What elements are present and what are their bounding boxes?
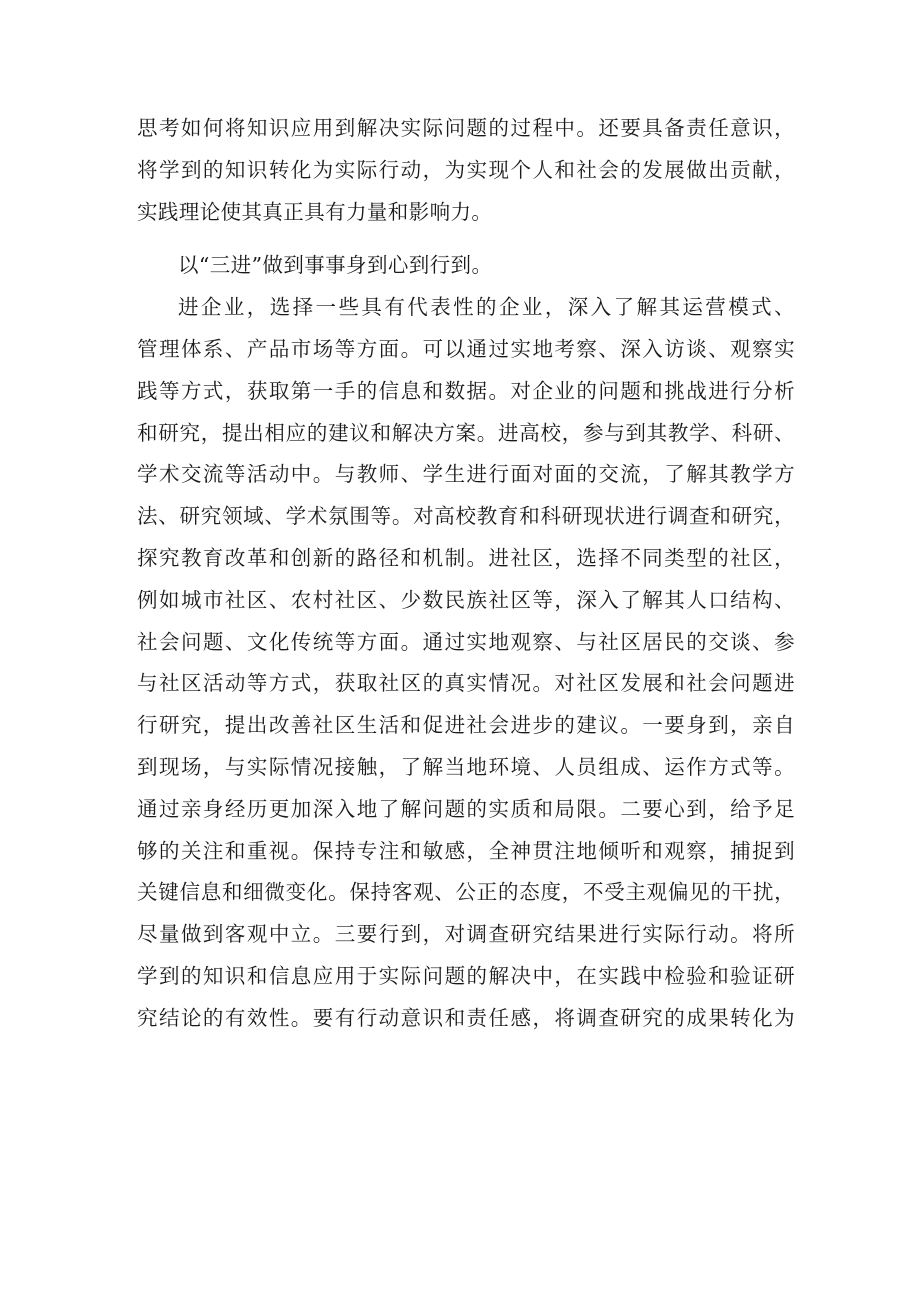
text-line: 实践理论使其真正具有力量和影响力。 xyxy=(137,199,493,224)
document-body xyxy=(137,108,795,1040)
text-line: 学到的知识和信息应用于实际问题的解决中，在实践中检验和验证研 xyxy=(137,963,795,988)
text-line: 将学到的知识转化为实际行动，为实现个人和社会的发展做出贡献， xyxy=(137,157,795,182)
section-heading xyxy=(137,245,795,287)
text-line: 管理体系、产品市场等方面。可以通过实地考察、深入访谈、观察实 xyxy=(137,336,795,361)
text-line: 思考如何将知识应用到解决实际问题的过程中。还要具备责任意识， xyxy=(137,116,795,140)
text-line: 法、研究领域、学术氛围等。对高校教育和科研现状进行调查和研究， xyxy=(137,504,795,529)
text-line: 例如城市社区、农村社区、少数民族社区等，深入了解其人口结构、 xyxy=(137,587,795,612)
text-line: 探究教育改革和创新的路径和机制。进社区，选择不同类型的社区， xyxy=(137,545,795,570)
text-line: 行研究，提出改善社区生活和促进社会进步的建议。一要身到，亲自 xyxy=(137,713,795,738)
text-line: 究结论的有效性。要有行动意识和责任感，将调查研究的成果转化为 xyxy=(137,1005,795,1030)
text-line: 和研究，提出相应的建议和解决方案。进高校，参与到其教学、科研、 xyxy=(137,420,795,445)
heading-line: 以“三进”做到事事身到心到行到。 xyxy=(178,253,493,278)
text-line: 进企业，选择一些具有代表性的企业，深入了解其运营模式、 xyxy=(178,295,795,320)
text-line: 够的关注和重视。保持专注和敏感，全神贯注地倾听和观察，捕捉到 xyxy=(137,838,795,863)
text-line: 践等方式，获取第一手的信息和数据。对企业的问题和挑战进行分析 xyxy=(137,378,795,403)
paragraph-body xyxy=(137,287,795,1039)
text-line: 尽量做到客观中立。三要行到，对调查研究结果进行实际行动。将所 xyxy=(137,922,795,947)
text-line: 学术交流等活动中。与教师、学生进行面对面的交流，了解其教学方 xyxy=(137,462,795,487)
paragraph-continuation xyxy=(137,108,795,233)
text-line: 社会问题、文化传统等方面。通过实地观察、与社区居民的交谈、参 xyxy=(137,629,795,654)
text-line: 关键信息和细微变化。保持客观、公正的态度，不受主观偏见的干扰， xyxy=(137,880,795,905)
text-line: 与社区活动等方式，获取社区的真实情况。对社区发展和社会问题进 xyxy=(137,671,795,696)
text-line: 到现场，与实际情况接触，了解当地环境、人员组成、运作方式等。 xyxy=(137,754,795,779)
text-line: 通过亲身经历更加深入地了解问题的实质和局限。二要心到，给予足 xyxy=(137,796,795,821)
